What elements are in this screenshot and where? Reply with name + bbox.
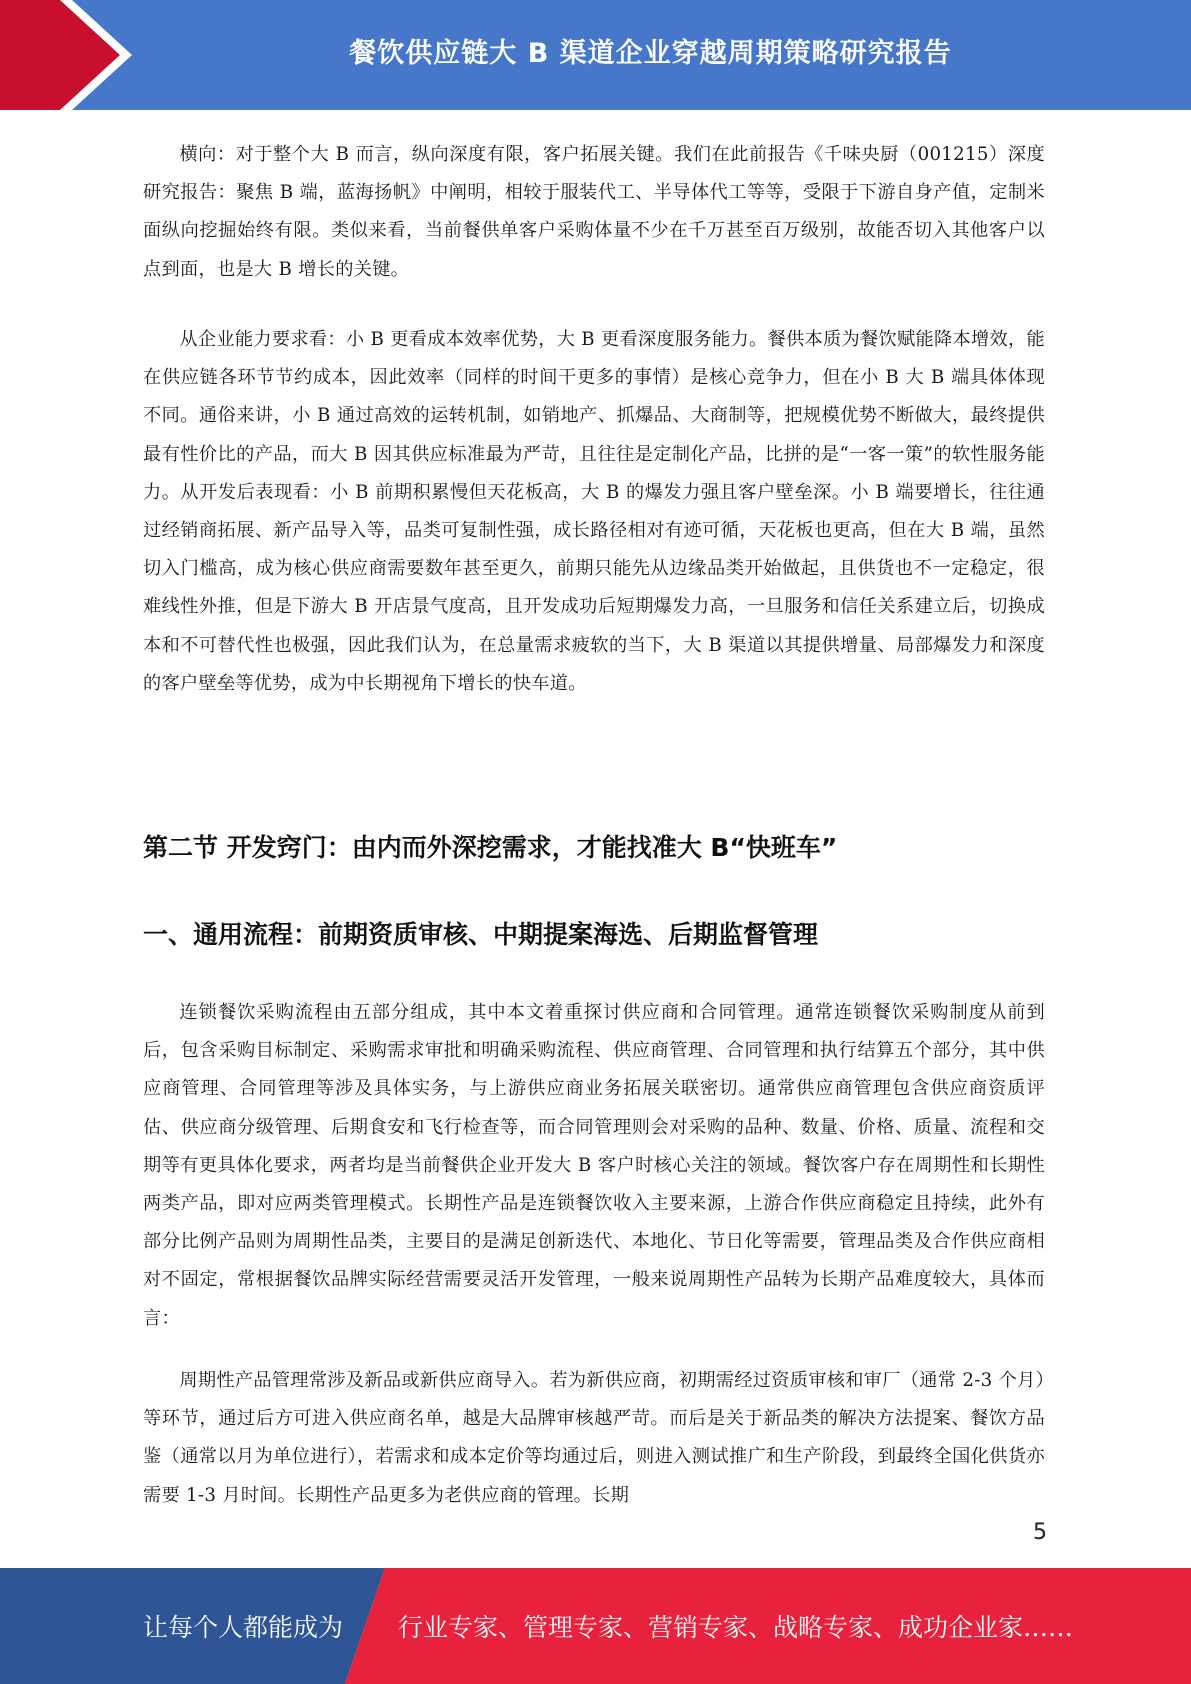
page-footer bbox=[0, 1568, 1191, 1684]
paragraph-horizontal: 横向：对于整个大 B 而言，纵向深度有限，客户拓展关键。我们在此前报告《千味央厨（001215）深度研究报告：聚焦 B 端，蓝海扬帆》中阐明，相较于服装代工、半导体代工等等，受限于下游自身产值，定制米面纵向挖掘始终有限。类似来看，当前餐供单客户采购体量不少在千万甚至百万级别，故能否切入其他客户以点到面，也是大 B 增长的关键。 bbox=[143, 144, 1045, 280]
paragraph-capability: 从企业能力要求看：小 B 更看成本效率优势，大 B 更看深度服务能力。餐供本质为餐饮赋能降本增效，能在供应链各环节节约成本，因此效率（同样的时间干更多的事情）是核心竞争力，但在小 B 大 B 端具体体现不同。通俗来讲，小 B 通过高效的运转机制，如销地产、抓爆品、大商制等，把规模优势不断做大，最终提供最有性价比的产品，而大 B 因其供应标准最为严苛，且往往是定制化产品，比拼的是“一客一策”的软性服务能力。从开发后表现看：小 B 前期积累慢但天花板高，大 B 的爆发力强且客户壁垒深。小 B 端要增长，往往通过经销商拓展、新产品导入等，品类可复制性强，成长路径相对有迹可循，天花板也更高，但在大 B 端，虽然切入门槛高，成为核心供应商需要数年甚至更久，前期只能先从边缘品类开始做起，且供货也不一定稳定，很难线性外推，但是下游大 B 开店景气度高，且开发成功后短期爆发力高，一旦服务和信任关系建立后，切换成本和不可替代性也极强，因此我们认为，在总量需求疲软的当下，大 B 渠道以其提供增量、局部爆发力和深度的客户壁垒等优势，成为中长期视角下增长的快车道。 bbox=[143, 329, 1045, 694]
footer-slogan-left: 让每个人都能成为 bbox=[143, 1613, 344, 1642]
page-number: 5 bbox=[1033, 1520, 1047, 1545]
header-arrow-decoration bbox=[0, 0, 150, 110]
section-heading: 第二节 开发窍门：由内而外深挖需求，才能找准大 B“快班车” bbox=[143, 833, 838, 862]
footer-slogan-right: 行业专家、管理专家、营销专家、战略专家、成功企业家…… bbox=[398, 1613, 1074, 1642]
subsection-heading: 一、通用流程：前期资质审核、中期提案海选、后期监督管理 bbox=[143, 920, 819, 949]
report-title: 餐饮供应链大 B 渠道企业穿越周期策略研究报告 bbox=[349, 37, 952, 69]
paragraph-procurement: 连锁餐饮采购流程由五部分组成，其中本文着重探讨供应商和合同管理。通常连锁餐饮采购制度从前到后，包含采购目标制定、采购需求审批和明确采购流程、供应商管理、合同管理和执行结算五个部分，其中供应商管理、合同管理等涉及具体实务，与上游供应商业务拓展关联密切。通常供应商管理包含供应商资质评估、供应商分级管理、后期食安和飞行检查等，而合同管理则会对采购的品种、数量、价格、质量、流程和交期等有更具体化要求，两者均是当前餐供企业开发大 B 客户时核心关注的领域。餐饮客户存在周期性和长期性两类产品，即对应两类管理模式。长期性产品是连锁餐饮收入主要来源，上游合作供应商稳定且持续，此外有部分比例产品则为周期性品类，主要目的是满足创新迭代、本地化、节日化等需要，管理品类及合作供应商相对不固定，常根据餐饮品牌实际经营需要灵活开发管理，一般来说周期性产品转为长期产品难度较大，具体而言： bbox=[143, 1002, 1045, 1329]
page-header bbox=[0, 0, 1191, 110]
paragraph-cyclical: 周期性产品管理常涉及新品或新供应商导入。若为新供应商，初期需经过资质审核和审厂（通常 2-3 个月）等环节，通过后方可进入供应商名单，越是大品牌审核越严苛。而后是关于新品类的解决方法提案、餐饮方品鉴（通常以月为单位进行），若需求和成本定价等均通过后，则进入测试推广和生产阶段，到最终全国化供货亦需要 1-3 月时间。长期性产品更多为老供应商的管理。长期 bbox=[143, 1370, 1045, 1506]
